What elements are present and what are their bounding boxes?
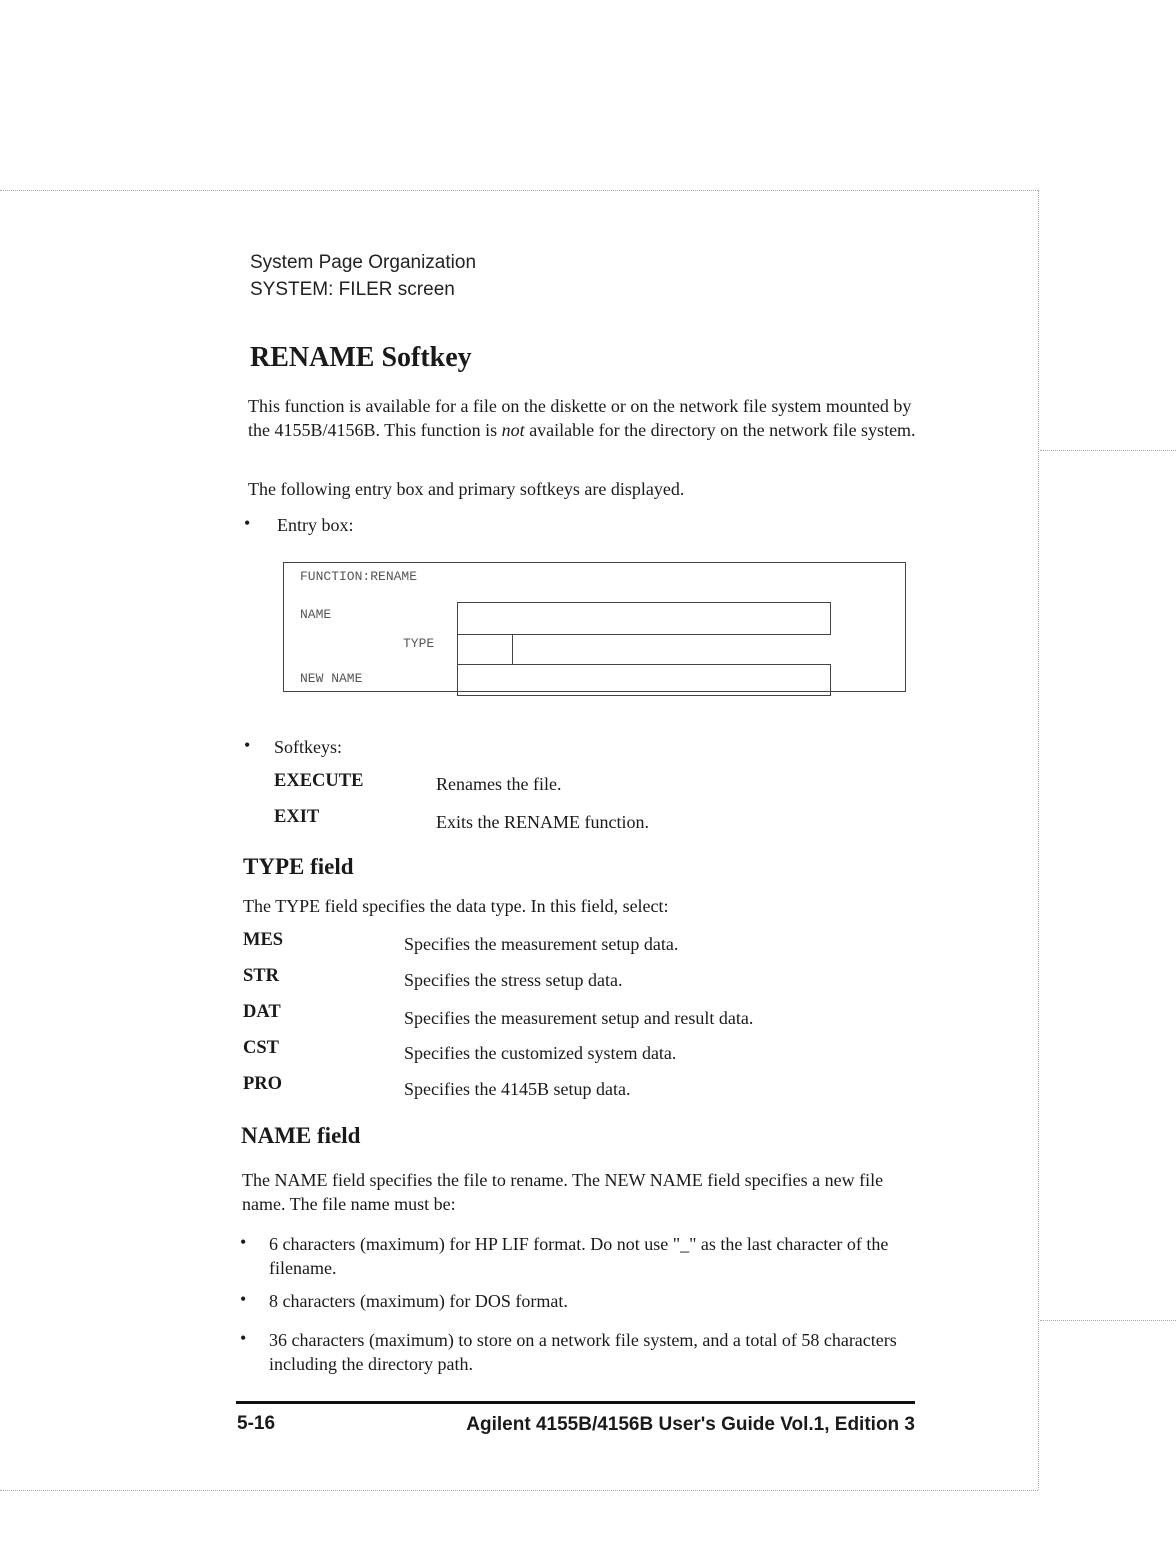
scan-edge-top: [0, 190, 1038, 191]
type-option-desc: Specifies the stress setup data.: [404, 970, 623, 990]
intro-emphasis: not: [501, 420, 525, 440]
type-input[interactable]: [457, 634, 513, 664]
intro-text: This function is available for a file on the diskette or on the network file system mounted by the 4155B/4156B. This function is: [248, 396, 912, 440]
page-number: 5-16: [237, 1413, 276, 1434]
name-input[interactable]: [457, 602, 831, 635]
following-text: The following entry box and primary softkeys are displayed.: [248, 479, 685, 499]
type-label: TYPE: [403, 636, 435, 651]
softkey-exit: EXIT: [274, 807, 320, 827]
new-name-label: NEW NAME: [300, 671, 363, 686]
type-option-desc: Specifies the customized system data.: [404, 1043, 677, 1063]
bullet: •: [240, 1328, 247, 1348]
type-field-intro: The TYPE field specifies the data type. In this field, select:: [243, 896, 669, 916]
softkey-execute: EXECUTE: [274, 771, 364, 791]
name-rule: 36 characters (maximum) to store on a network file system, and a total of 58 characters including the directory path.: [269, 1330, 897, 1374]
type-option-desc: Specifies the 4145B setup data.: [404, 1079, 631, 1099]
bullet: •: [240, 1232, 247, 1252]
name-label: NAME: [300, 607, 332, 622]
softkeys-label: Softkeys:: [274, 737, 343, 757]
screen-title: SYSTEM: FILER screen: [250, 279, 455, 300]
new-name-input[interactable]: [457, 664, 831, 696]
type-option-key: MES: [243, 930, 284, 950]
name-rule: 8 characters (maximum) for DOS format.: [269, 1291, 568, 1311]
footer-title: Agilent 4155B/4156B User's Guide Vol.1, Edition 3: [466, 1414, 915, 1435]
bullet: •: [244, 513, 251, 533]
name-field-heading: NAME field: [241, 1123, 361, 1148]
name-rule: 6 characters (maximum) for HP LIF format. Do not use "_" as the last character of the filename.: [269, 1234, 889, 1278]
rename-heading: RENAME Softkey: [250, 342, 472, 373]
footer-rule: [236, 1401, 915, 1404]
entry-box-label: Entry box:: [277, 515, 354, 535]
softkey-exit-desc: Exits the RENAME function.: [436, 812, 649, 832]
bullet: •: [244, 735, 251, 755]
scan-edge-bottom: [0, 1490, 1038, 1491]
name-field-intro: The NAME field specifies the file to rename. The NEW NAME field specifies a new file name. The file name must be:: [242, 1170, 884, 1214]
bullet: •: [240, 1289, 247, 1309]
scan-edge-right-mark: [1040, 1320, 1176, 1321]
section-title: System Page Organization: [250, 252, 477, 273]
rename-intro: [248, 394, 928, 442]
scan-edge-right: [1038, 190, 1039, 1490]
scan-edge-right-mark: [1040, 450, 1176, 451]
type-option-key: DAT: [243, 1002, 281, 1022]
type-option-key: STR: [243, 966, 279, 986]
softkey-execute-desc: Renames the file.: [436, 774, 562, 794]
entry-function-label: FUNCTION:RENAME: [300, 569, 418, 584]
intro-text: available for the directory on the network file system.: [524, 420, 916, 440]
type-option-desc: Specifies the measurement setup and result data.: [404, 1008, 754, 1028]
type-field-heading: TYPE field: [243, 854, 354, 879]
type-option-key: PRO: [243, 1074, 283, 1094]
type-option-key: CST: [243, 1038, 279, 1058]
type-option-desc: Specifies the measurement setup data.: [404, 934, 679, 954]
